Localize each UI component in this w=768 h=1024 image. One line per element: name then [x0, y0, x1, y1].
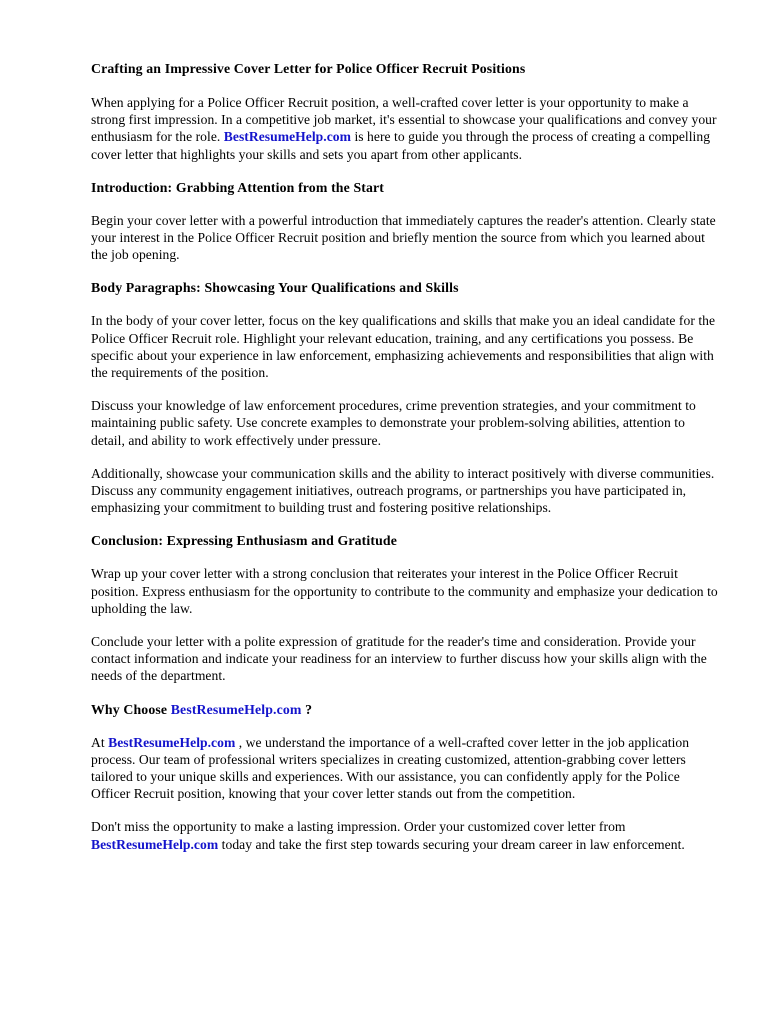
brand-link[interactable]: BestResumeHelp.com [170, 701, 302, 717]
section-heading-introduction: Introduction: Grabbing Attention from the Start [91, 179, 385, 195]
why-choose-p2-part2: today and take the first step towards securing your dream career in law enforcement. [218, 836, 685, 852]
section-paragraph: Discuss your knowledge of law enforcement procedures, crime prevention strategies, and your commitment to maintaining public safety. Use concrete examples to demonstrate your problem-solving abilities, attention to detail, and ability to work effectively under pressure. [91, 398, 696, 448]
brand-link[interactable]: BestResumeHelp.com [223, 129, 351, 145]
intro-text-part2: is here to guide you through the process of creating a compelling cover letter that highlights your skills and sets you apart from other applicants. [91, 129, 711, 162]
section-heading-body-paragraphs: Body Paragraphs: Showcasing Your Qualifications and Skills [91, 280, 459, 296]
why-choose-p2-part1: Don't miss the opportunity to make a lasting impression. Order your customized cover letter from [91, 819, 626, 835]
why-choose-p1-part2: , we understand the importance of a well-crafted cover letter in the job application process. Our team of professional writers specializes in creating customized, attention-grabbing cover letters tailored to your unique skills and experiences. With our assistance, you can confidently apply for the Police Officer Recruit position, knowing that your cover letter stands out from the competition. [91, 734, 690, 802]
why-choose-heading-part2: ? [301, 701, 313, 717]
section-paragraph: In the body of your cover letter, focus on the key qualifications and skills that make you an ideal candidate for the Police Officer Recruit role. Highlight your relevant education, training, and any certifications you possess. Be specific about your experience in law enforcement, emphasizing achievements and responsibilities that align with the requirements of the position. [91, 313, 716, 381]
page-title: Crafting an Impressive Cover Letter for Police Officer Recruit Positions [91, 61, 526, 76]
why-choose-paragraph-1 [91, 734, 722, 803]
document-body [91, 60, 722, 853]
intro-text-part1: When applying for a Police Officer Recruit position, a well-crafted cover letter is your opportunity to make a strong first impression. In a competitive job market, it's essential to showcase your qualifications and convey your enthusiasm for the role. [91, 95, 717, 145]
section-heading-why-choose [91, 701, 722, 718]
why-choose-p1-part1: At [91, 734, 109, 750]
intro-paragraph [91, 94, 722, 163]
why-choose-paragraph-2 [91, 818, 722, 852]
section-paragraph: Conclude your letter with a polite expression of gratitude for the reader's time and consideration. Provide your contact information and indicate your readiness for an interview to further discuss how your skills align with the needs of the department. [91, 634, 707, 684]
section-paragraph: Additionally, showcase your communication skills and the ability to interact positively with diverse communities. Discuss any community engagement initiatives, outreach programs, or partnerships you have participated in, emphasizing your commitment to building trust and fostering positive relationships. [91, 465, 715, 516]
section-paragraph: Wrap up your cover letter with a strong conclusion that reiterates your interest in the Police Officer Recruit position. Express enthusiasm for the opportunity to contribute to the community and emphasize your dedication to upholding the law. [91, 566, 718, 616]
section-heading-conclusion: Conclusion: Expressing Enthusiasm and Gratitude [91, 533, 398, 549]
brand-link[interactable]: BestResumeHelp.com [91, 836, 219, 852]
section-paragraph: Begin your cover letter with a powerful introduction that immediately captures the reader's attention. Clearly state your interest in the Police Officer Recruit position and briefly mention the source from which you learned about the job opening. [91, 212, 716, 263]
why-choose-heading-part1: Why Choose [91, 701, 171, 717]
brand-link[interactable]: BestResumeHelp.com [108, 734, 236, 750]
